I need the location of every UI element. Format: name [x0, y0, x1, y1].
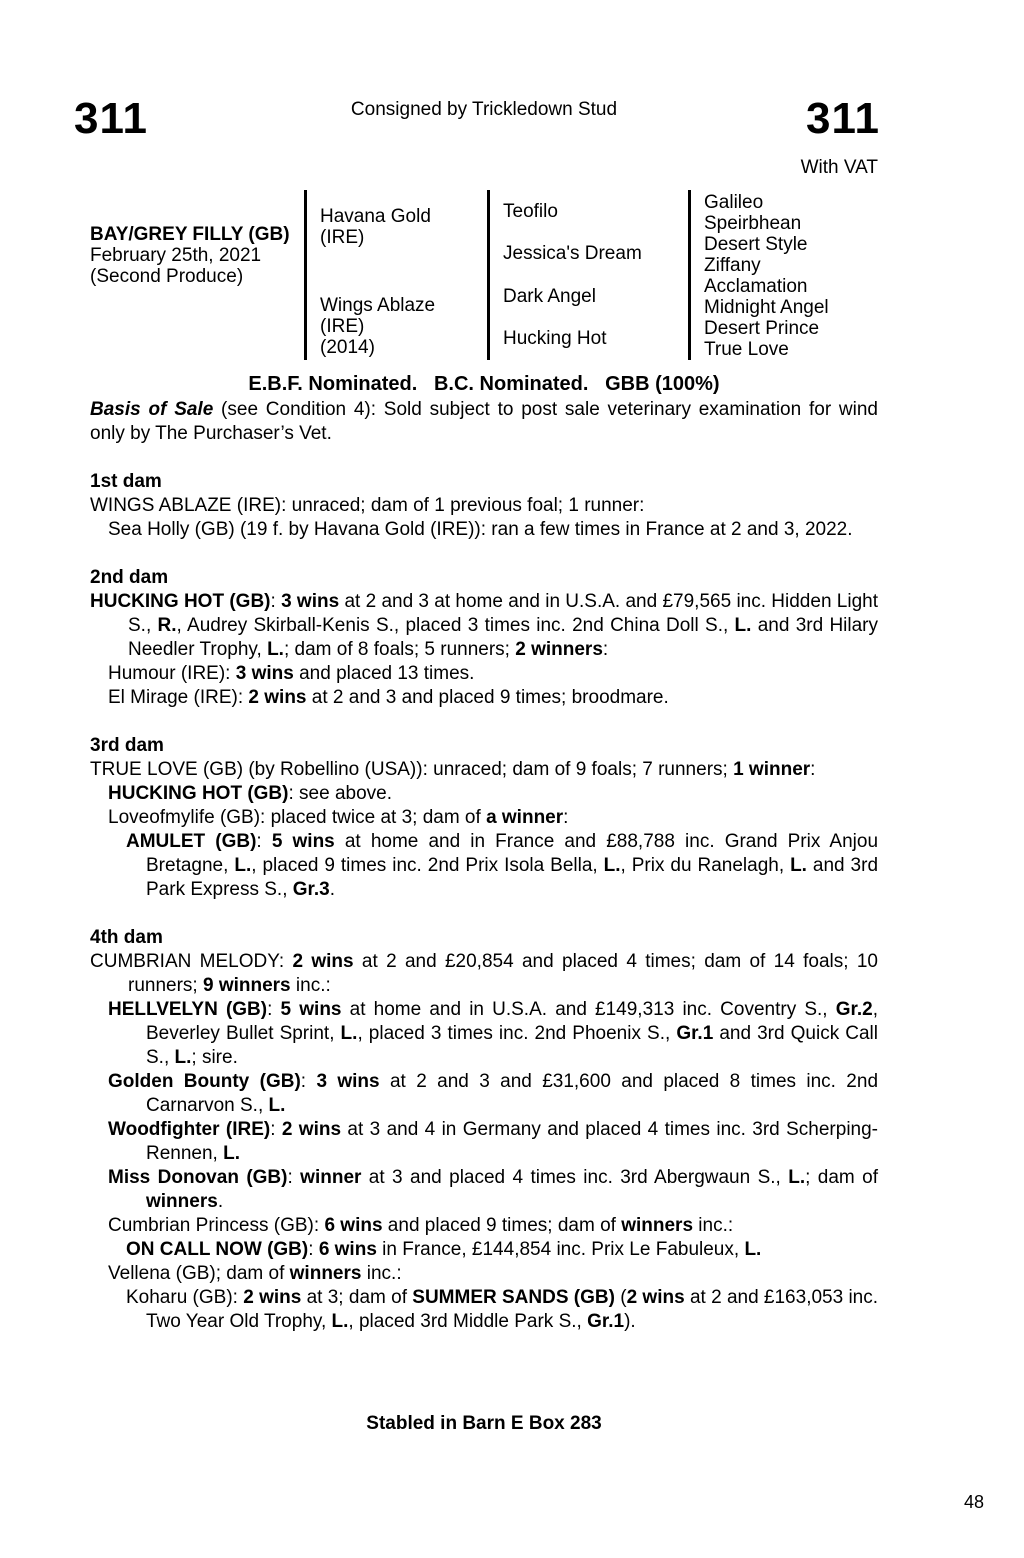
dam-sections — [90, 470, 878, 1334]
great-grandparent: Desert Style — [704, 234, 808, 255]
great-grandparent: Midnight Angel — [704, 297, 829, 318]
pedigree-entry: WINGS ABLAZE (IRE): unraced; dam of 1 previous foal; 1 runner: — [90, 495, 645, 516]
great-grandparent: True Love — [704, 339, 789, 360]
consignor-line: Consigned by Trickledown Stud — [350, 99, 618, 120]
pedigree-entry: Vellena (GB); dam of winners inc.: — [108, 1263, 402, 1284]
pedigree-entry: HUCKING HOT (GB): 3 wins at 2 and 3 at home and in U.S.A. and £79,565 inc. Hidden Light S., R., Audrey Skirball-Kenis S., placed 3 times inc. 2nd China Doll S., L. and 3rd Hilary Needler Trophy, L.; dam of 8 foals; 5 runners; 2 winners: — [90, 591, 879, 660]
great-grandparent: Desert Prince — [704, 318, 820, 339]
pedigree-entry: TRUE LOVE (GB) (by Robellino (USA)): unraced; dam of 9 foals; 7 runners; 1 winner: — [90, 759, 816, 780]
pedigree-entry: Loveofmylife (GB): placed twice at 3; dam of a winner: — [108, 807, 569, 828]
page-content — [90, 190, 878, 1436]
great-grandparent: Acclamation — [704, 276, 808, 297]
pedigree-entry: Golden Bounty (GB): 3 wins at 2 and 3 and £31,600 and placed 8 times inc. 2nd Carnarvon S., L. — [108, 1071, 879, 1116]
foal-date: February 25th, 2021 — [90, 245, 262, 266]
sire-sire: Teofilo — [503, 200, 558, 222]
pedigree-entry: Woodfighter (IRE): 2 wins at 3 and 4 in Germany and placed 4 times inc. 3rd Scherping-Rennen, L. — [108, 1119, 879, 1164]
grandparents-column — [487, 190, 688, 360]
dam-year: (2014) — [320, 337, 375, 358]
pedigree-entry: CUMBRIAN MELODY: 2 wins at 2 and £20,854 and placed 4 times; dam of 14 foals; 10 runners; 9 winners inc.: — [90, 951, 878, 996]
dam-heading: 1st dam — [90, 471, 162, 492]
dam-dam: Hucking Hot — [503, 328, 607, 350]
pedigree-entry: ON CALL NOW (GB): 6 wins in France, £144,854 inc. Prix Le Fabuleux, L. — [126, 1239, 762, 1260]
pedigree-entry: Humour (IRE): 3 wins and placed 13 times. — [108, 663, 475, 684]
sire-dam: Jessica's Dream — [503, 243, 642, 265]
produce-note: (Second Produce) — [90, 266, 244, 287]
lot-number-left: 311 — [74, 94, 148, 143]
dam-heading: 2nd dam — [90, 567, 169, 588]
basis-of-sale: Basis of Sale (see Condition 4): Sold subject to post sale veterinary examination for wind only by The Purchaser’s Vet. — [90, 399, 878, 444]
pedigree-entry: Koharu (GB): 2 wins at 3; dam of SUMMER SANDS (GB) (2 wins at 2 and £163,053 inc. Two Year Old Trophy, L., placed 3rd Middle Park S., Gr.1). — [126, 1287, 879, 1332]
pedigree-table — [90, 190, 878, 360]
great-grandparent: Ziffany — [704, 255, 761, 276]
pedigree-entry: Cumbrian Princess (GB): 6 wins and placed 9 times; dam of winners inc.: — [108, 1215, 734, 1236]
pedigree-entry: HELLVELYN (GB): 5 wins at home and in U.S.A. and £149,313 inc. Coventry S., Gr.2, Beverley Bullet Sprint, L., placed 3 times inc. 2nd Phoenix S., Gr.1 and 3rd Quick Call S., L.; sire. — [108, 999, 878, 1068]
pedigree-entry: Miss Donovan (GB): winner at 3 and placed 4 times inc. 3rd Abergwaun S., L.; dam of winners. — [108, 1167, 878, 1212]
dam-sire: Dark Angel — [503, 285, 596, 307]
horse-name: BAY/GREY FILLY (GB) — [90, 224, 290, 245]
pedigree-entry: HUCKING HOT (GB): see above. — [108, 783, 393, 804]
dam-name-line: Wings Ablaze (IRE) — [320, 295, 436, 337]
page-number: 48 — [963, 1492, 984, 1512]
horse-details-column — [90, 190, 304, 360]
stabled-note: Stabled in Barn E Box 283 — [366, 1413, 602, 1434]
dam-name — [320, 295, 460, 358]
sire-name: Havana Gold (IRE) — [320, 206, 431, 248]
dam-heading: 4th dam — [90, 927, 163, 948]
great-grandparent: Speirbhean — [704, 213, 802, 234]
nominations-line: E.B.F. Nominated. B.C. Nominated. GBB (100%) — [248, 373, 720, 395]
pedigree-entry: AMULET (GB): 5 wins at home and in France and £88,788 inc. Grand Prix Anjou Bretagne, L., placed 9 times inc. 2nd Prix Isola Bella, L., Prix du Ranelagh, L. and 3rd Park Express S., Gr.3. — [126, 831, 879, 900]
great-grandparents-column — [688, 190, 878, 360]
great-grandparent: Galileo — [704, 192, 764, 213]
dam-heading: 3rd dam — [90, 735, 164, 756]
vat-note: With VAT — [800, 157, 878, 178]
parents-column — [304, 190, 487, 360]
pedigree-entry: El Mirage (IRE): 2 wins at 2 and 3 and placed 9 times; broodmare. — [108, 687, 669, 708]
lot-number-right: 311 — [806, 94, 880, 143]
pedigree-entry: Sea Holly (GB) (19 f. by Havana Gold (IRE)): ran a few times in France at 2 and 3, 2022. — [108, 519, 853, 540]
